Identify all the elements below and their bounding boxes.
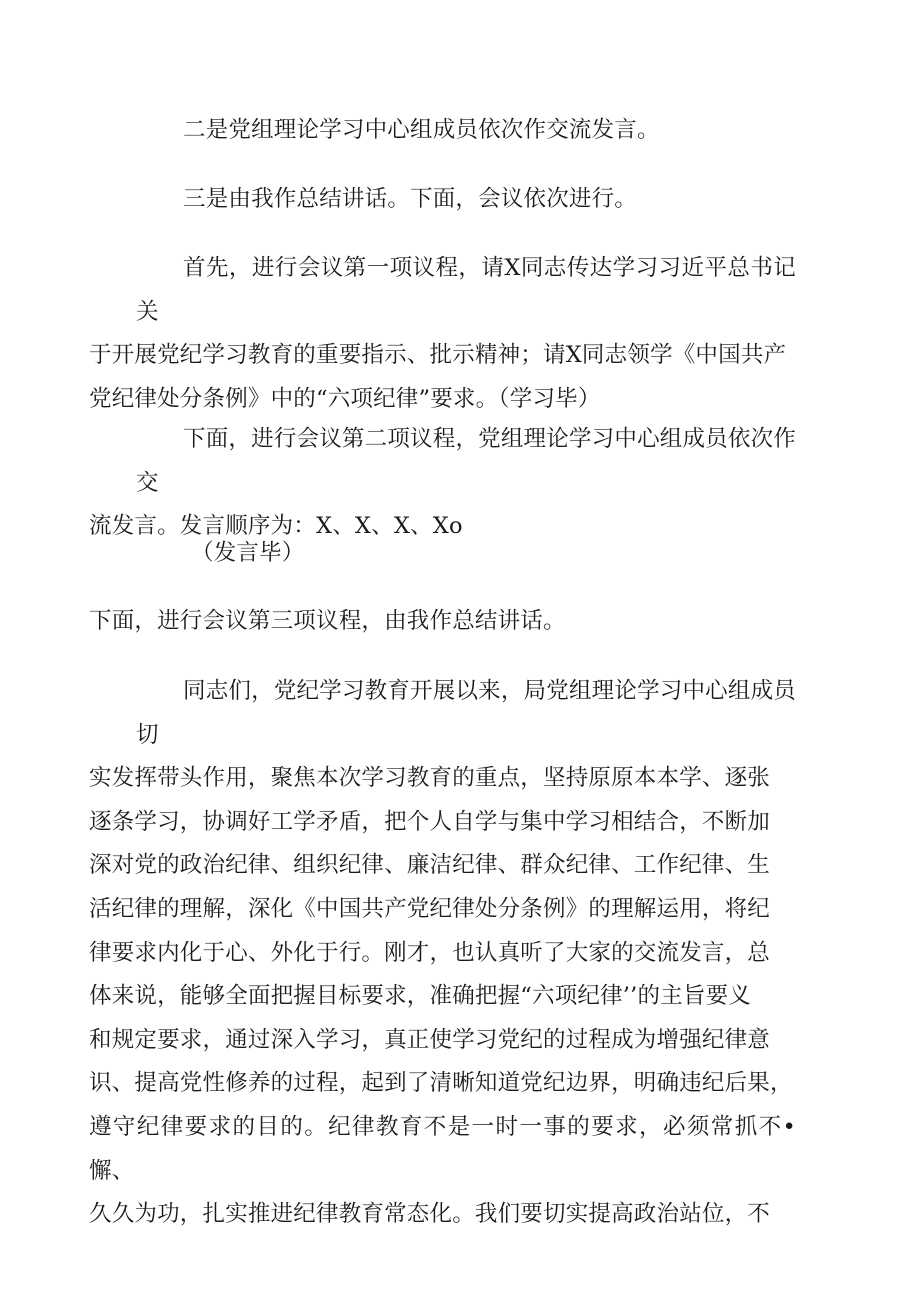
text-line: （发言毕） [191,540,305,566]
text-line: 三是由我作总结讲话。下面，会议依次进行。 [183,186,638,212]
text-line: 下面，进行会议第三项议程，由我作总结讲话。 [89,608,566,634]
text-line: 二是党组理论学习中心组成员依次作交流发言。 [183,117,660,143]
paragraph-speech-end-note [136,532,796,576]
text-line: 流发言。发言顺序为：X、X、X、Xo [89,513,463,540]
paragraph-first-agenda [89,247,796,421]
paragraph-second-agenda [89,418,796,549]
text-line: 实发挥带头作用，聚焦本次学习教育的重点，坚持原原本本学、逐张 [89,765,771,792]
text-line: 深对党的政治纪律、组织纪律、廉洁纪律、群众纪律、工作纪律、生 [89,852,771,879]
text-line: 体来说，能够全面把握目标要求，准确把握“六项纪律’’的主旨要义 [89,983,752,1010]
text-line: 下面，进行会议第二项议程，党组理论学习中心组成员依次作交 [136,426,796,496]
text-line: 和规定要求，通过深入学习，真正使学习党纪的过程成为增强纪律意 [89,1026,771,1053]
text-line: 逐条学习，协调好工学矛盾，把个人自学与集中学习相结合，不断加 [89,808,771,835]
paragraph-agenda-item-3 [136,178,796,222]
text-line: 律要求内化于心、外化于行。刚才，也认真听了大家的交流发言，总 [89,939,771,966]
paragraph-summary-speech [89,670,796,1237]
paragraph-third-agenda [89,600,796,644]
paragraph-agenda-item-2 [136,109,796,153]
text-line: 活纪律的理解，深化《中国共产党纪律处分条例》的理解运用，将纪 [89,895,771,922]
text-line: 首先，进行会议第一项议程，请X同志传达学习习近平总书记关 [136,255,796,325]
text-line: 党纪律处分条例》中的“六项纪律”要求。（学习毕） [89,385,601,412]
text-line: 识、提高党性修养的过程，起到了清晰知道党纪边界，明确违纪后果， [89,1070,793,1097]
text-line: 于开展党纪学习教育的重要指示、批示精神；请X同志领学《中国共产 [89,342,787,369]
text-line: 同志们，党纪学习教育开展以来，局党组理论学习中心组成员切 [136,678,796,748]
text-line: 久久为功，扎实推进纪律教育常态化。我们要切实提高政治站位，不 [89,1201,771,1228]
text-line: 遵守纪律要求的目的。纪律教育不是一时一事的要求，必须常抓不•懈、 [89,1113,796,1184]
